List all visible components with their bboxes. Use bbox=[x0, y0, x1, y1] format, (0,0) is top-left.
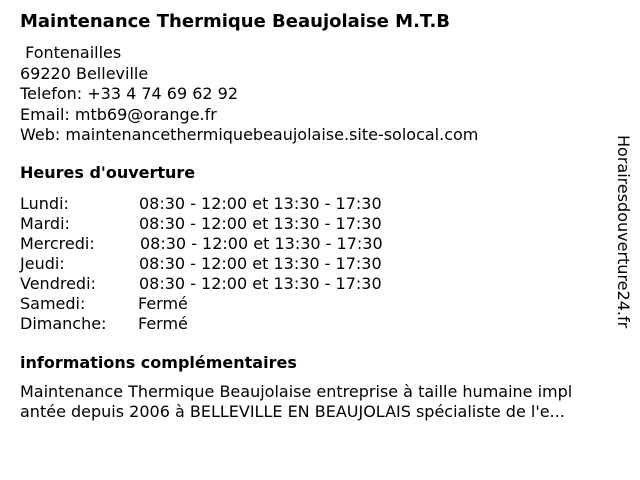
website-link[interactable]: Web: maintenancethermiquebeaujolaise.site-solocal.com bbox=[20, 125, 479, 144]
day-label: Jeudi: bbox=[20, 254, 65, 273]
time-value: 08:30 - 12:00 et 13:30 - 17:30 bbox=[139, 194, 382, 213]
description-line: antée depuis 2006 à BELLEVILLE EN BEAUJOLAIS spécialiste de l'e... bbox=[20, 402, 565, 421]
day-label: Mercredi: bbox=[20, 234, 95, 253]
phone-number[interactable]: Telefon: +33 4 74 69 62 92 bbox=[20, 84, 239, 103]
day-label: Mardi: bbox=[20, 214, 70, 233]
time-value: 08:30 - 12:00 et 13:30 - 17:30 bbox=[140, 234, 383, 253]
site-watermark: Horairesdouverture24.fr bbox=[614, 135, 633, 329]
business-description bbox=[20, 382, 620, 422]
email-address[interactable]: Email: mtb69@orange.fr bbox=[20, 104, 217, 124]
time-value: 08:30 - 12:00 et 13:30 - 17:30 bbox=[139, 254, 382, 273]
time-value: 08:30 - 12:00 et 13:30 - 17:30 bbox=[139, 214, 382, 233]
contact-block bbox=[20, 43, 478, 146]
description-line: Maintenance Thermique Beaujolaise entreprise à taille humaine impl bbox=[20, 382, 573, 401]
day-label: Lundi: bbox=[20, 194, 69, 213]
street-address: Fontenailles bbox=[20, 43, 122, 62]
time-value: 08:30 - 12:00 et 13:30 - 17:30 bbox=[139, 274, 382, 293]
time-value: Fermé bbox=[138, 294, 188, 313]
business-name: Maintenance Thermique Beaujolaise M.T.B bbox=[20, 11, 451, 32]
city-address: 69220 Belleville bbox=[20, 63, 149, 83]
day-label: Samedi: bbox=[20, 294, 86, 313]
day-label: Vendredi: bbox=[20, 274, 96, 293]
info-heading: informations complémentaires bbox=[20, 353, 297, 372]
hours-heading: Heures d'ouverture bbox=[20, 163, 196, 182]
time-value: Fermé bbox=[138, 314, 188, 333]
day-label: Dimanche: bbox=[20, 314, 107, 333]
